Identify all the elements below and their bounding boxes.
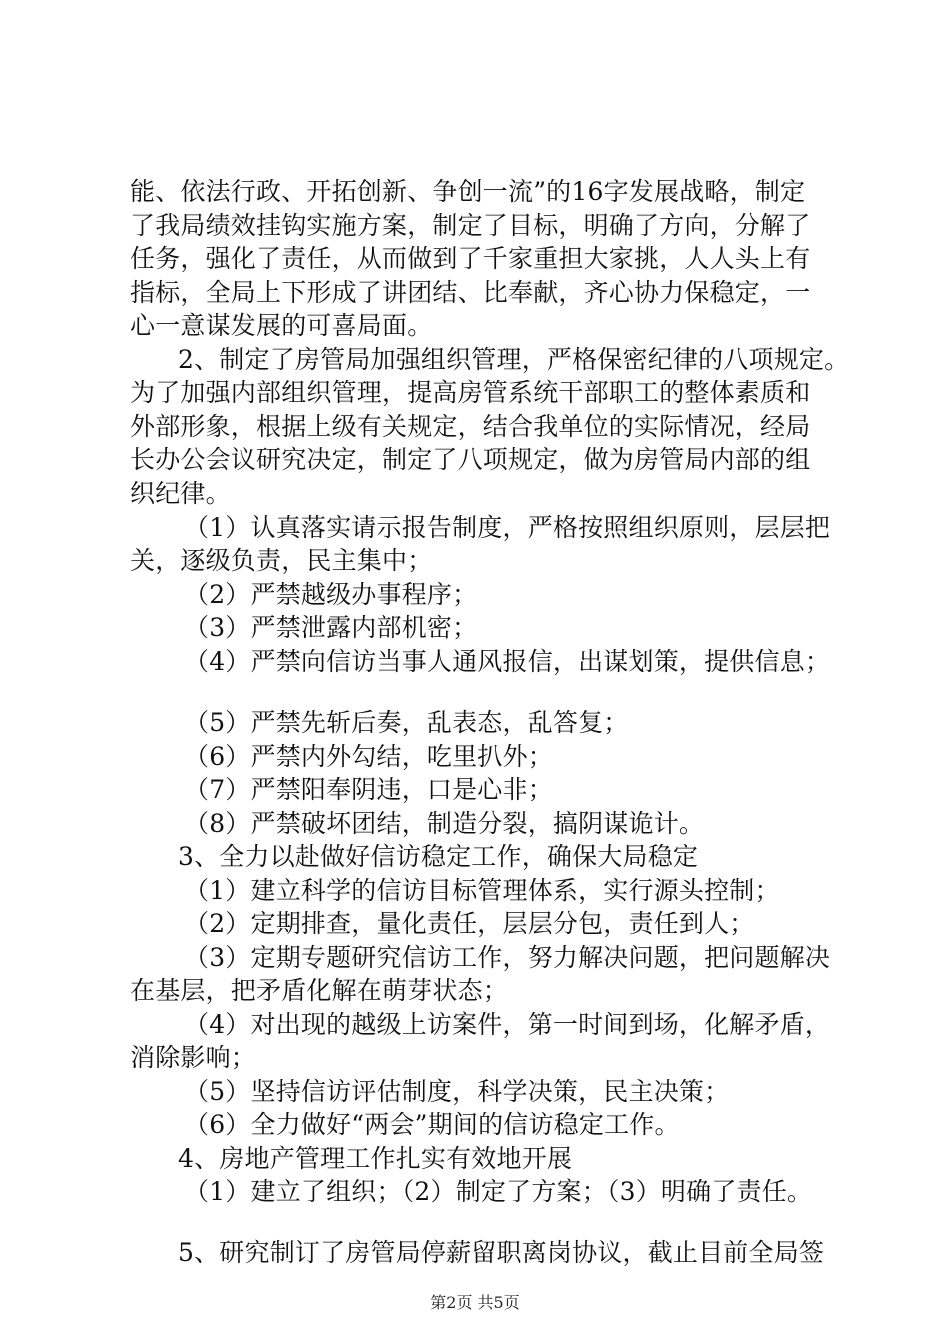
- page-number: 第2页 共5页: [430, 1293, 520, 1312]
- section-heading: 3、全力以赴做好信访稳定工作，确保大局稳定: [178, 842, 699, 871]
- list-item: （2）严禁越级办事程序；: [184, 580, 478, 609]
- text-line: 能、依法行政、开拓创新、争创一流”的16字发展战略，制定: [130, 177, 806, 206]
- text-line: 为了加强内部组织管理，提高房管系统干部职工的整体素质和: [130, 378, 811, 407]
- text-line: 任务，强化了责任，从而做到了千家重担大家挑，人人头上有: [130, 244, 811, 273]
- list-item: （8）严禁破坏团结，制造分裂，搞阴谋诡计。: [184, 809, 705, 838]
- text-line: 2、制定了房管局加强组织管理，严格保密纪律的八项规定。: [178, 345, 850, 374]
- list-item: （5）严禁先斩后奏，乱表态，乱答复；: [184, 708, 629, 737]
- list-item: （4）对出现的越级上访案件，第一时间到场，化解矛盾，: [184, 1010, 831, 1039]
- text-line: 长办公会议研究决定，制定了八项规定，做为房管局内部的组: [130, 445, 811, 474]
- text-line: 5、研究制订了房管局停薪留职离岗协议，截止目前全局签: [178, 1238, 825, 1267]
- text-line: 指标，全局上下形成了讲团结、比奉献，齐心协力保稳定，一: [130, 278, 811, 307]
- list-item: 关，逐级负责，民主集中；: [130, 546, 433, 575]
- text-line: 了我局绩效挂钩实施方案，制定了目标，明确了方向，分解了: [130, 211, 811, 240]
- text-line: 织纪律。: [130, 479, 231, 508]
- list-item: 消除影响；: [130, 1043, 257, 1072]
- section-heading: 4、房地产管理工作扎实有效地开展: [178, 1144, 573, 1173]
- text-line: 心一意谋发展的可喜局面。: [130, 311, 433, 340]
- list-item: （7）严禁阳奉阴违，口是心非；: [184, 775, 553, 804]
- list-item: （6）全力做好“两会”期间的信访稳定工作。: [184, 1110, 680, 1139]
- list-item: （1）建立了组织；（2）制定了方案；（3）明确了责任。: [184, 1177, 813, 1206]
- list-item: （3）定期专题研究信访工作，努力解决问题，把问题解决: [184, 943, 831, 972]
- list-item: 在基层，把矛盾化解在萌芽状态；: [130, 976, 509, 1005]
- list-item: （4）严禁向信访当事人通风报信，出谋划策，提供信息；: [184, 647, 831, 676]
- list-item: （6）严禁内外勾结，吃里扒外；: [184, 742, 553, 771]
- list-item: （1）建立科学的信访目标管理体系，实行源头控制；: [184, 876, 780, 905]
- list-item: （2）定期排查，量化责任，层层分包，责任到人；: [184, 909, 755, 938]
- list-item: （5）坚持信访评估制度，科学决策，民主决策；: [184, 1077, 730, 1106]
- list-item: （1）认真落实请示报告制度，严格按照组织原则，层层把: [184, 513, 831, 542]
- text-line: 外部形象，根据上级有关规定，结合我单位的实际情况，经局: [130, 412, 811, 441]
- list-item: （3）严禁泄露内部机密；: [184, 613, 478, 642]
